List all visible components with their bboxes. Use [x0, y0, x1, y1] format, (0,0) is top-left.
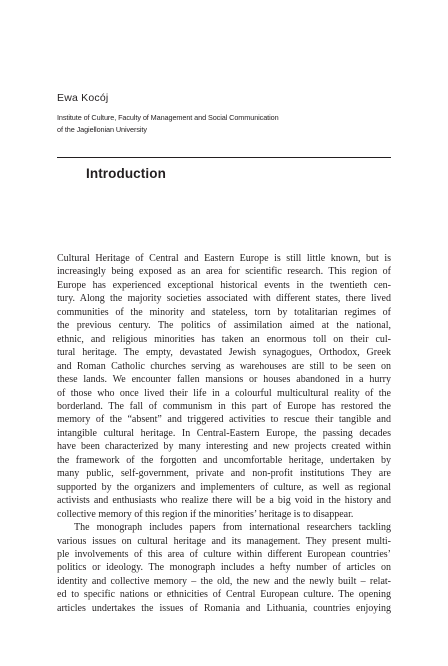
section-heading: Introduction	[86, 166, 166, 181]
body-line: various issues on cultural heritage and its management. They present multi-	[57, 535, 391, 547]
body-line: many public, self-government, private and non-profit institutions They are	[57, 468, 391, 480]
body-line: tural heritage. The empty, devastated Jewish synagogues, Orthodox, Greek	[57, 347, 391, 359]
body-line: these lands. We encounter fallen mansions or houses abandoned in a hurry	[57, 374, 391, 386]
author-affiliation	[57, 112, 387, 135]
body-line: memory of the “absent” and triggered activities to rescue their tangible and	[57, 414, 391, 426]
body-text	[57, 252, 391, 615]
author-name: Ewa Kocój	[57, 92, 109, 104]
body-line: collective memory of this region if the minorities’ heritage is to disappear.	[57, 508, 354, 520]
body-line: Europe has experienced exceptional historical events in the twentieth cen-	[57, 279, 391, 291]
body-line: activists and enthusiasts who realize there will be a big void in the history and	[57, 495, 391, 507]
affiliation-line: of the Jagiellonian University	[57, 124, 147, 134]
body-line: tury. Along the majority societies associated with different states, there lived	[57, 293, 391, 305]
body-line: have been characterized by many interesting and new projects created within	[57, 441, 391, 453]
body-line: supported by the organizers and implementers of culture, as well as regional	[57, 481, 391, 493]
affiliation-line: Institute of Culture, Faculty of Management and Social Communication	[57, 113, 279, 122]
body-line: intangible cultural heritage. In Central-Eastern Europe, the passing decades	[57, 427, 391, 439]
body-line: Cultural Heritage of Central and Eastern Europe is still little known, but is	[57, 253, 391, 264]
body-line: communities of the minority and stateless, torn by totalitarian regimes of	[57, 306, 391, 318]
body-line: ed to specific nations or ethnicities of Central European culture. The opening	[57, 589, 391, 601]
body-line: and Roman Catholic churches serving as warehouses are still to be seen on	[57, 360, 391, 372]
section-divider	[57, 157, 391, 158]
body-line: of those who once lived their life in a colourful multicultural reality of the	[57, 387, 391, 399]
body-line: borderland. The fall of communism in this part of Europe has restored the	[57, 400, 391, 412]
body-line: politics or ideology. The monograph includes a hefty number of articles on	[57, 562, 391, 574]
body-line: increasingly being exposed as an area for scientific research. This region of	[57, 266, 391, 278]
body-line: ple involvements of this area of culture within different European countries’	[57, 548, 391, 560]
body-line: ethnic, and religious minorities has taken an enormous toll on their cul-	[57, 333, 391, 345]
body-line: The monograph includes papers from international researchers tackling	[74, 522, 391, 534]
body-line: identity and collective memory – the old, the new and the newly built – relat-	[57, 575, 391, 587]
body-line: the framework of the forgotten and uncomfortable heritage, undertaken by	[57, 454, 391, 466]
body-line: articles undertakes the issues of Romania and Lithuania, countries enjoying	[57, 602, 391, 614]
body-line: the previous century. The politics of assimilation aimed at the national,	[57, 320, 391, 332]
